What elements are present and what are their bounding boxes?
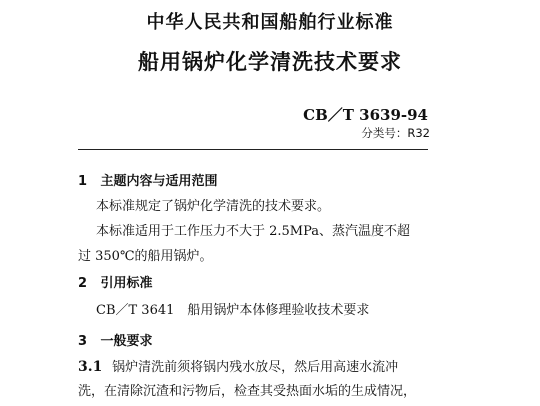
section-2-heading [78, 272, 153, 291]
header-divider [78, 149, 428, 150]
document-title: 船用锅炉化学清洗技术要求 [138, 50, 402, 74]
section-number: 2 [78, 276, 88, 291]
clause-text: 锅炉清洗前须将锅内残水放尽，然后用高速水流冲 [112, 360, 399, 375]
section-heading-text: 主题内容与适用范围 [100, 174, 218, 189]
section-3-heading [78, 330, 153, 349]
clause-3-1-line-2: 洗，在清除沉渣和污物后，检查其受热面水垢的生成情况， [78, 384, 417, 399]
section-1-line-2: 本标准适用于工作压力不大于 2.5MPa、蒸汽温度不超 [96, 224, 411, 239]
section-number: 3 [78, 334, 88, 349]
clause-number: 3.1 [78, 359, 103, 375]
section-1-line-3: 过 350℃的船用锅炉。 [78, 249, 213, 264]
section-heading-text: 引用标准 [100, 276, 153, 291]
section-1-line-1: 本标准规定了锅炉化学清洗的技术要求。 [96, 199, 331, 214]
clause-3-1-line-1 [78, 356, 398, 375]
classification-number: 分类号：R32 [361, 126, 430, 140]
section-heading-text: 一般要求 [100, 334, 153, 349]
standard-code: CB／T 3639-94 [303, 106, 428, 124]
section-number: 1 [78, 174, 88, 189]
section-1-heading [78, 170, 218, 189]
section-2-reference: CB／T 3641 船用锅炉本体修理验收技术要求 [96, 303, 370, 318]
standard-body-header: 中华人民共和国船舶行业标准 [146, 12, 394, 33]
